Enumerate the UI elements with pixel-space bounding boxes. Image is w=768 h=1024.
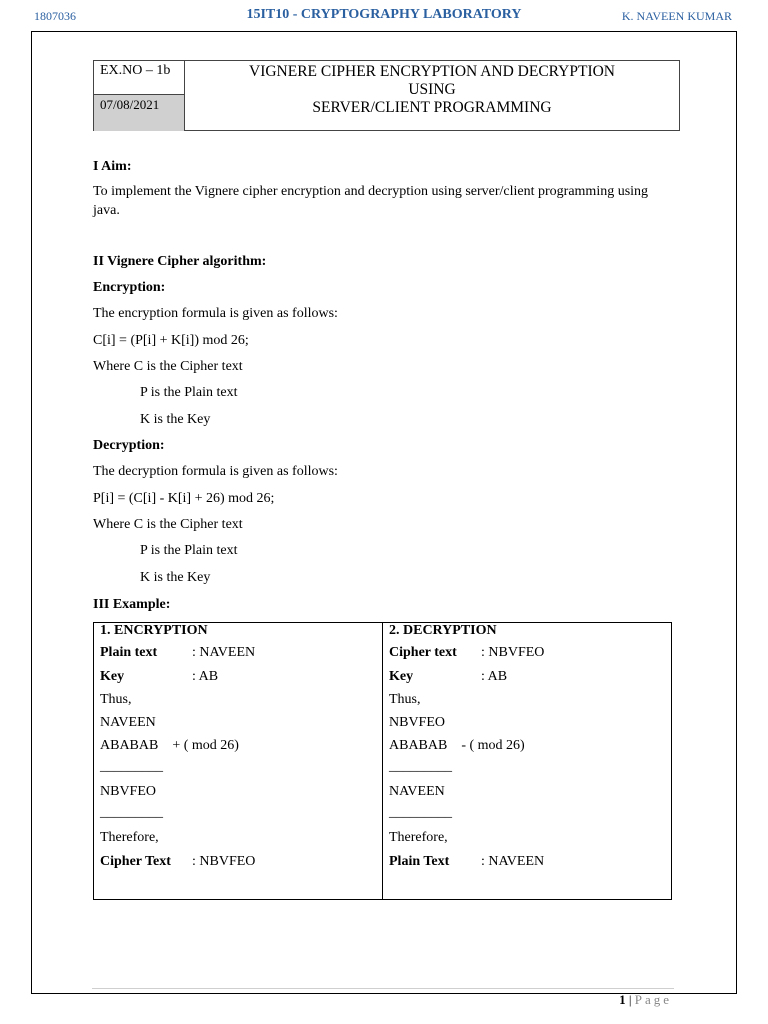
- example-decryption-column: [383, 623, 671, 899]
- example-encryption-output-value: : NBVFEO: [192, 854, 256, 869]
- exercise-title: [185, 61, 679, 117]
- page-number: 1: [619, 992, 626, 1007]
- example-encryption-input-label: Plain text: [100, 645, 158, 660]
- example-encryption-key-row: [100, 669, 219, 685]
- page-label: Page: [634, 992, 672, 1007]
- title-line: SERVER/CLIENT PROGRAMMING: [312, 99, 552, 116]
- example-encryption-line1: NAVEEN: [100, 715, 156, 730]
- example-decryption-output-value: : NAVEEN: [481, 854, 545, 869]
- page-separator: |: [628, 992, 632, 1007]
- header-roll-no: 1807036: [34, 9, 76, 23]
- title-box: [93, 60, 680, 131]
- example-encryption-result: NBVFEO: [100, 784, 157, 799]
- exercise-date: 07/08/2021: [94, 95, 184, 131]
- example-decryption-output-row: [389, 854, 545, 870]
- example-encryption-column: [94, 623, 383, 899]
- page-footer: [619, 992, 672, 1008]
- example-decryption-output-label: Plain Text: [389, 854, 450, 869]
- title-line: USING: [408, 81, 456, 98]
- example-decryption-key-label: Key: [389, 669, 414, 684]
- example-heading: III Example:: [93, 597, 171, 612]
- decryption-heading: Decryption:: [93, 438, 165, 453]
- example-decryption-line2: ABABAB - ( mod 26): [389, 738, 525, 753]
- example-decryption-thus: Thus,: [389, 692, 421, 707]
- decryption-intro: The decryption formula is given as follows:: [93, 464, 338, 479]
- example-decryption-rule2: _________: [389, 805, 452, 820]
- example-decryption-line1: NBVFEO: [389, 715, 446, 730]
- encryption-formula: C[i] = (P[i] + K[i]) mod 26;: [93, 333, 249, 348]
- example-decryption-input-value: : NBVFEO: [481, 645, 545, 660]
- encryption-heading: Encryption:: [93, 280, 166, 295]
- example-encryption-thus: Thus,: [100, 692, 132, 707]
- encryption-where-p: P is the Plain text: [140, 385, 238, 400]
- exercise-number: EX.NO – 1b: [94, 61, 184, 95]
- example-encryption-heading: 1. ENCRYPTION: [100, 623, 208, 638]
- example-encryption-input-value: : NAVEEN: [192, 645, 256, 660]
- encryption-where-k: K is the Key: [140, 412, 211, 427]
- encryption-where-c: Where C is the Cipher text: [93, 359, 243, 374]
- example-encryption-line2: ABABAB + ( mod 26): [100, 738, 239, 753]
- decryption-where-c: Where C is the Cipher text: [93, 517, 243, 532]
- example-encryption-key-label: Key: [100, 669, 125, 684]
- example-table: [93, 622, 672, 900]
- example-decryption-input-label: Cipher text: [389, 645, 457, 660]
- example-decryption-result: NAVEEN: [389, 784, 445, 799]
- encryption-intro: The encryption formula is given as follows:: [93, 306, 338, 321]
- aim-text: To implement the Vignere cipher encryption and decryption using server/client programming using java.: [93, 184, 649, 218]
- header-course-title: 15IT10 - CRYPTOGRAPHY LABORATORY: [246, 7, 522, 22]
- example-decryption-input-row: [389, 645, 545, 661]
- example-encryption-input-row: [100, 645, 256, 661]
- decryption-where-k: K is the Key: [140, 570, 211, 585]
- example-decryption-rule1: _________: [389, 759, 452, 774]
- example-encryption-rule2: _________: [100, 805, 163, 820]
- aim-heading: I Aim:: [93, 159, 132, 174]
- footer-divider: [92, 988, 674, 989]
- title-line: VIGNERE CIPHER ENCRYPTION AND DECRYPTION: [249, 63, 615, 80]
- example-decryption-heading: 2. DECRYPTION: [389, 623, 497, 638]
- example-decryption-key-value: : AB: [481, 669, 508, 684]
- example-encryption-key-value: : AB: [192, 669, 219, 684]
- example-decryption-therefore: Therefore,: [389, 830, 448, 845]
- algorithm-heading: II Vignere Cipher algorithm:: [93, 254, 267, 269]
- example-decryption-key-row: [389, 669, 508, 685]
- decryption-where-p: P is the Plain text: [140, 543, 238, 558]
- header-author: K. NAVEEN KUMAR: [621, 9, 732, 23]
- decryption-formula: P[i] = (C[i] - K[i] + 26) mod 26;: [93, 491, 275, 506]
- example-encryption-rule1: _________: [100, 759, 163, 774]
- example-encryption-output-row: [100, 854, 256, 870]
- example-encryption-therefore: Therefore,: [100, 830, 159, 845]
- title-box-left: [94, 61, 185, 130]
- example-encryption-output-label: Cipher Text: [100, 854, 171, 869]
